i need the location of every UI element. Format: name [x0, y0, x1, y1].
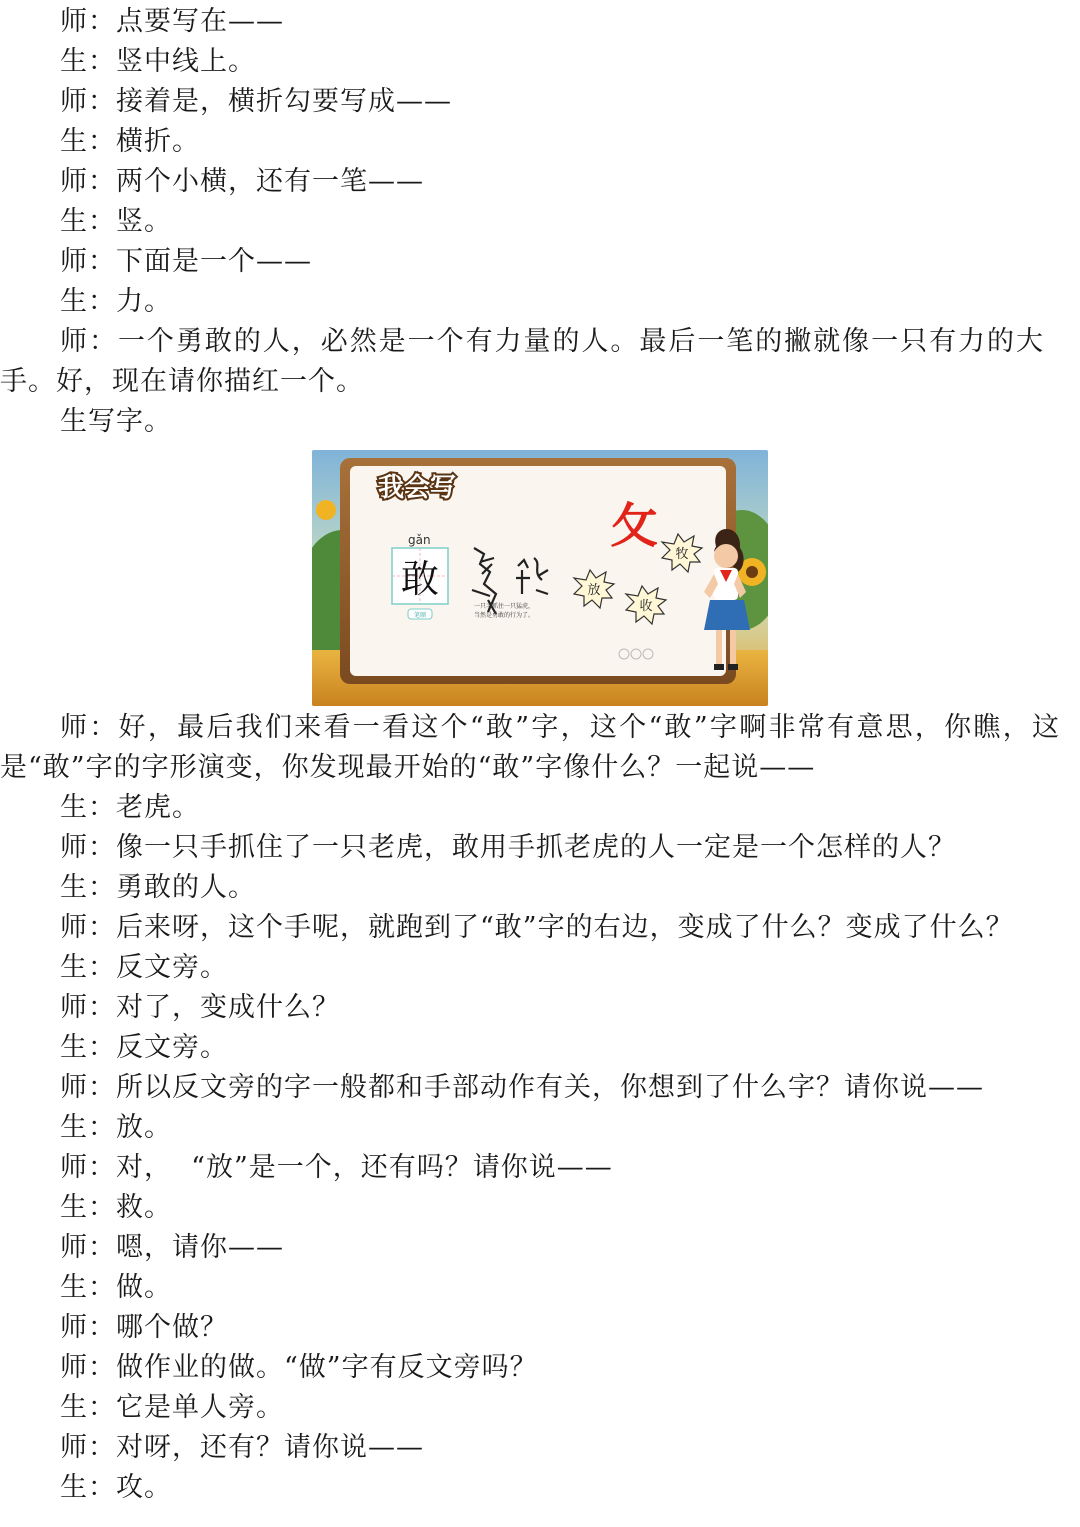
speaker-label: 师： — [60, 1152, 116, 1183]
dialogue-line — [0, 868, 1068, 908]
dialogue-text: 勇敢的人。 — [116, 872, 256, 903]
word-bubble-text: 收 — [639, 599, 653, 614]
dialogue-text: 后来呀，这个手呢，就跑到了“敢”字的右边，变成了什么？变成了什么？ — [116, 912, 1014, 943]
pinyin-label: gǎn — [408, 533, 431, 547]
sunflower-center — [746, 566, 758, 578]
speaker-label: 师： — [60, 832, 116, 863]
speaker-label: 生： — [60, 206, 116, 237]
dialogue-text: 做。 — [116, 1272, 172, 1303]
dialogue-line — [0, 1468, 1068, 1508]
speaker-label: 生： — [60, 1472, 116, 1503]
dialogue-line — [0, 1388, 1068, 1428]
speaker-label: 生： — [60, 1192, 116, 1223]
dialogue-line — [0, 242, 1068, 282]
dialogue-line — [0, 1228, 1068, 1268]
dialogue-line — [0, 988, 1068, 1028]
speaker-label: 生： — [60, 872, 116, 903]
dialogue-line — [0, 1428, 1068, 1468]
speaker-label: 师： — [60, 1072, 116, 1103]
dialogue-text: 老虎。 — [116, 792, 200, 823]
dialogue-line — [0, 828, 1068, 868]
speaker-label: 师： — [60, 1432, 116, 1463]
speaker-label: 师： — [60, 992, 116, 1023]
dialogue-text: 放。 — [116, 1112, 172, 1143]
dialogue-text: 所以反文旁的字一般都和手部动作有关，你想到了什么字？请你说—— — [116, 1072, 984, 1103]
speaker-label: 生： — [60, 792, 116, 823]
speaker-label: 生： — [60, 952, 116, 983]
speaker-label: 生： — [60, 1392, 116, 1423]
stroke-order-label: 笔顺 — [413, 612, 427, 619]
target-character: 敢 — [400, 557, 440, 601]
dialogue-line — [0, 202, 1068, 242]
dialogue-paragraph: 师：一个勇敢的人，必然是一个有力量的人。最后一笔的撇就像一只有力的大手。好，现在请你描红一个。 — [0, 326, 1044, 397]
dialogue-line — [0, 1268, 1068, 1308]
dialogue-line — [0, 122, 1068, 162]
word-bubble-text: 牧 — [675, 547, 689, 562]
dialogue-text: 对呀，还有？请你说—— — [116, 1432, 424, 1463]
speaker-label: 师： — [60, 1352, 116, 1383]
dialogue-text: 竖。 — [116, 206, 172, 237]
speaker-label: 师： — [60, 166, 116, 197]
word-bubble-text: 放 — [587, 583, 601, 598]
dialogue-text: 反文旁。 — [116, 952, 228, 983]
speaker-label: 师： — [60, 6, 116, 37]
speaker-label: 生： — [60, 46, 116, 77]
dialogue-line — [0, 1348, 1068, 1388]
dialogue-text: 反文旁。 — [116, 1032, 228, 1063]
dialogue-text: 像一只手抓住了一只老虎，敢用手抓老虎的人一定是一个怎样的人？ — [116, 832, 956, 863]
dialogue-text: 两个小横，还有一笔—— — [116, 166, 424, 197]
sunflower-icon — [316, 500, 336, 520]
dialogue-line — [0, 1028, 1068, 1068]
dialogue-line — [0, 1108, 1068, 1148]
dialogue-text: 做作业的做。“做”字有反文旁吗？ — [116, 1352, 538, 1383]
slide-illustration — [312, 450, 768, 706]
dialogue-text: 救。 — [116, 1192, 172, 1223]
dialogue-text: 竖中线上。 — [116, 46, 256, 77]
dialogue-line — [0, 1068, 1068, 1108]
dialogue-text: 点要写在—— — [116, 6, 284, 37]
radical-character: 攵 — [610, 498, 659, 554]
speaker-label: 生： — [60, 126, 116, 157]
dialogue-text: 下面是一个—— — [116, 246, 312, 277]
dialogue-text: 对了，变成什么？ — [116, 992, 340, 1023]
lesson-slide-image — [312, 450, 768, 706]
glyph-caption-line2: 当然是勇敢的行为了。 — [474, 612, 535, 619]
dialogue-text: 它是单人旁。 — [116, 1392, 284, 1423]
dialogue-text: 力。 — [116, 286, 172, 317]
dialogue-line — [0, 1308, 1068, 1348]
speaker-label: 师： — [60, 1232, 116, 1263]
dialogue-text: 横折。 — [116, 126, 200, 157]
dialogue-text: 攻。 — [116, 1472, 172, 1503]
slide-title: 我会写 — [378, 473, 457, 503]
glyph-caption-line1: 一只手抓住一只猛虎， — [474, 603, 535, 610]
speaker-label: 生： — [60, 1272, 116, 1303]
stage-direction: 生写字。 — [60, 406, 172, 437]
dialogue-block-bottom — [0, 708, 1068, 1508]
dialogue-line — [0, 908, 1068, 948]
dialogue-line — [0, 82, 1068, 122]
dialogue-line — [0, 162, 1068, 202]
speaker-label: 师： — [60, 86, 116, 117]
dialogue-line — [0, 2, 1068, 42]
speaker-label: 生： — [60, 1112, 116, 1143]
speaker-label: 生： — [60, 286, 116, 317]
dialogue-text: 接着是，横折勾要写成—— — [116, 86, 452, 117]
dialogue-line — [0, 1148, 1068, 1188]
speaker-label: 师： — [60, 912, 116, 943]
speaker-label: 师： — [60, 246, 116, 277]
dialogue-text: 嗯，请你—— — [116, 1232, 284, 1263]
dialogue-line — [0, 42, 1068, 82]
dialogue-text: 对， “放”是一个，还有吗？请你说—— — [116, 1152, 613, 1183]
speaker-label: 师： — [60, 1312, 116, 1343]
dialogue-block-top — [0, 2, 1068, 442]
dialogue-line — [0, 1188, 1068, 1228]
dialogue-line — [0, 788, 1068, 828]
dialogue-line — [0, 948, 1068, 988]
dialogue-line — [0, 282, 1068, 322]
dialogue-text: 哪个做？ — [116, 1312, 228, 1343]
speaker-label: 生： — [60, 1032, 116, 1063]
dialogue-paragraph: 师：好，最后我们来看一看这个“敢”字，这个“敢”字啊非常有意思，你瞧，这是“敢”字的字形演变，你发现最开始的“敢”字像什么？一起说—— — [0, 712, 1060, 783]
